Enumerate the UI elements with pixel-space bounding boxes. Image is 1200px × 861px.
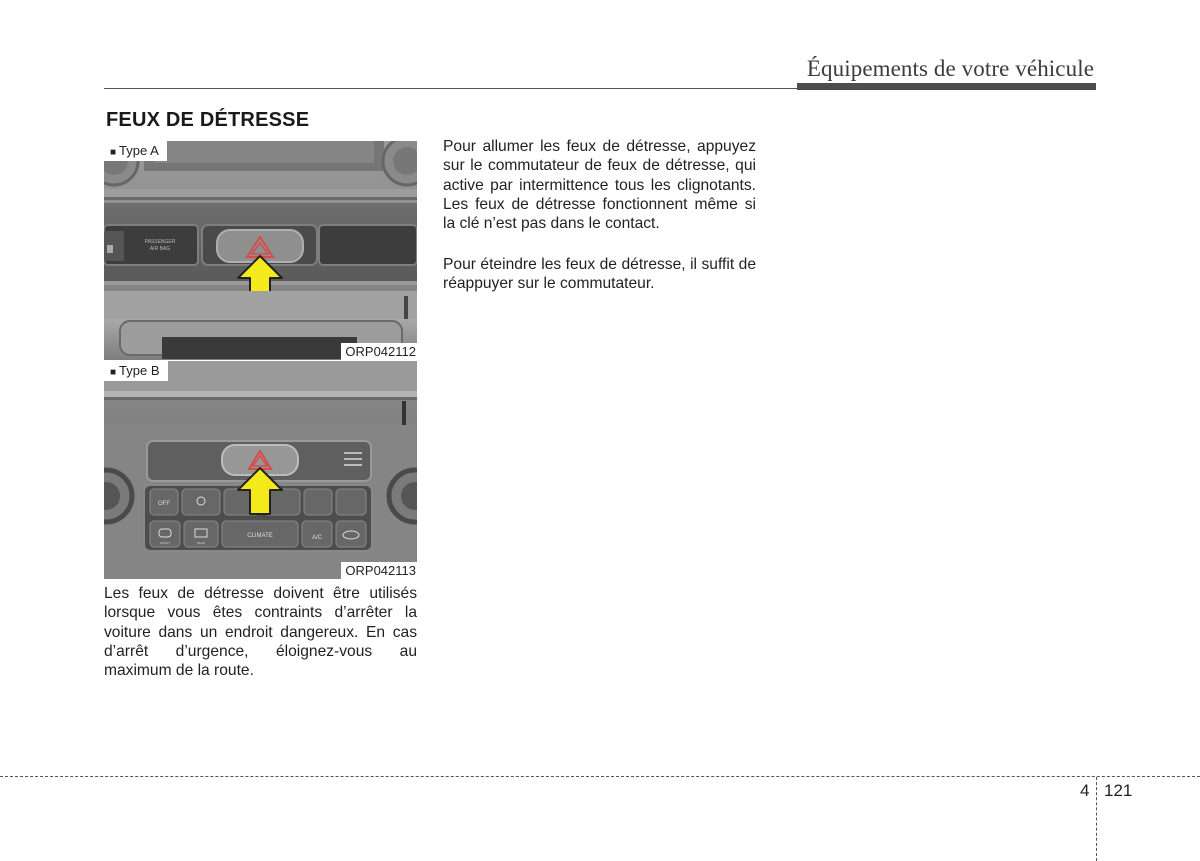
ac-button[interactable]: [302, 521, 332, 547]
footer-divider: [1096, 777, 1097, 861]
footer-rule: [0, 776, 1200, 777]
airbag-icon: [107, 245, 113, 253]
airbag-indicator-text: PASSENGER: [144, 239, 176, 245]
paragraph-hazard-usage: Les feux de détresse doivent être utilisés lorsque vous êtes contraints d’arrêter la voiture dans un endroit dangereux. En cas d’arrêt d’urgence, éloignez-vous au maximum de la route.: [104, 585, 417, 680]
paragraph-turn-off: Pour éteindre les feux de détresse, il suffit de réappuyer sur le commutateur.: [443, 256, 756, 293]
figure-code-type-b: ORP042113: [341, 562, 417, 579]
figure-label-type-a: [104, 141, 167, 161]
page-number: 121: [1104, 781, 1133, 800]
chapter-number: 4: [1080, 781, 1090, 800]
square-bullet-icon: ■: [110, 367, 117, 378]
fan-button[interactable]: [182, 489, 220, 515]
front-label: FRONT: [159, 541, 171, 545]
header-title: Équipements de votre véhicule: [806, 56, 1094, 81]
figure-type-b: [104, 361, 417, 579]
dashboard-illustration-b: [104, 361, 417, 579]
section-title: FEUX DE DÉTRESSE: [106, 109, 310, 131]
recirculation-button[interactable]: [336, 521, 366, 547]
off-button-label: OFF: [158, 501, 170, 507]
figure-label-text: Type B: [119, 363, 160, 378]
figure-label-text: Type A: [119, 143, 159, 158]
figure-label-type-b: [104, 361, 168, 381]
rear-label: REAR: [196, 541, 206, 545]
square-bullet-icon: ■: [110, 147, 117, 158]
figure-code-type-a: ORP042112: [341, 343, 417, 360]
dashboard-illustration-a: [104, 141, 417, 360]
header-rule-accent: [797, 83, 1096, 90]
paragraph-turn-on: Pour allumer les feux de détresse, appuyez sur le commutateur de feux de détresse, qui active par intermittence tous les clignotants. Les feux de détresse fonctionnent même si la clé n’est pas dans le contact.: [443, 138, 756, 233]
climate-button-label: CLIMATE: [247, 533, 273, 539]
svg-text:AIR BAG: AIR BAG: [149, 246, 171, 252]
figure-type-a: [104, 141, 417, 360]
ac-button-label: A/C: [311, 535, 323, 541]
